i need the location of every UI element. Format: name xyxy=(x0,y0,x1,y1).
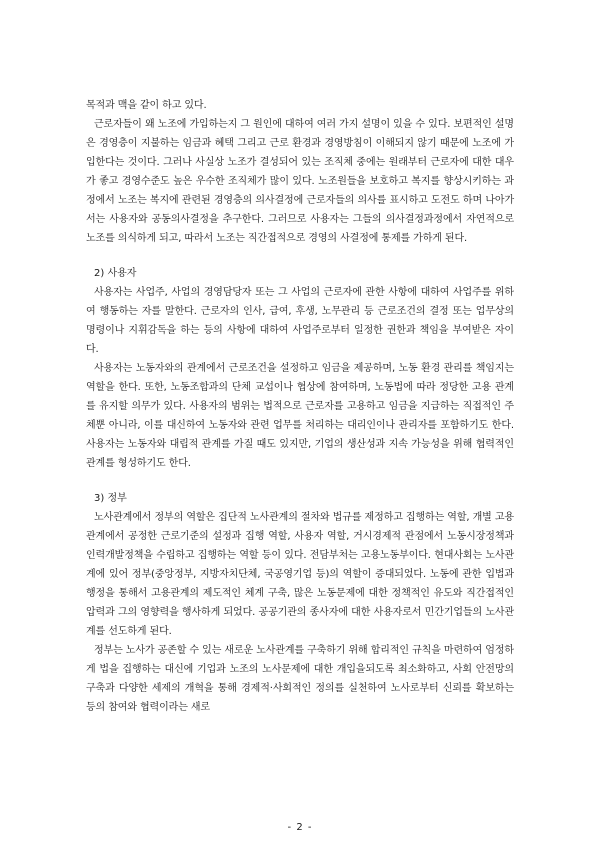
section-employer xyxy=(86,264,514,473)
page-number: - 2 - xyxy=(287,822,313,833)
section-heading-employer: 2) 사용자 xyxy=(94,268,137,279)
government-paragraph-new-relations: 정부는 노사가 공존할 수 있는 새로운 노사관계를 구축하기 위해 합리적인 규칙을 마련하여 엄정하게 법을 집행하는 대신에 기업과 노조의 노사문제에 대한 개입을되도록 최소화하고, 사회 안전망의 구축과 다양한 세제의 개혁을 통해 경제적·사회적인 정의를 실천하여 노사로부터 신뢰를 확보하는 등의 참여와 협력이라는 새로 xyxy=(86,645,514,713)
intro-paragraph-union-membership: 근로자들이 왜 노조에 가입하는지 그 원인에 대하여 여러 가지 설명이 있을 수 있다. 보편적인 설명은 경영층이 지불하는 임금과 혜택 그리고 근로 환경과 경영방침이 이해되지 않기 때문에 노조에 가입한다는 것이다. 그러나 사실상 노조가 결성되어 있는 조직체 중에는 원래부터 근로자에 대한 대우가 좋고 경영수준도 높은 우수한 조직체가 많이 있다. 노조원들을 보호하고 복지를 향상시키하는 과정에서 노조는 복지에 관련된 경영층의 의사결정에 근로자들의 의사를 표시하고 도전도 하며 나아가서는 사용자와 공동의사결정을 추구한다. 그러므로 사용자는 그들의 의사결정과정에서 자연적으로 노조를 의식하게 되고, 따라서 노조는 직간접적으로 경영의 사결정에 통제를 가하게 된다. xyxy=(86,119,514,244)
section-heading-government: 3) 정부 xyxy=(94,493,127,504)
intro-paragraph-continuation: 목적과 맥을 같이 하고 있다. xyxy=(86,100,207,111)
employer-paragraph-definition: 사용자는 사업주, 사업의 경영담당자 또는 그 사업의 근로자에 관한 사항에 대하여 사업주를 위하여 행동하는 자를 말한다. 근로자의 인사, 급여, 후생, 노무관리 등 근로조건의 결정 또는 업무상의 명령이나 지휘감독을 하는 등의 사항에 대하여 사업주로부터 일정한 권한과 책임을 부여받은 자이다. xyxy=(86,287,514,355)
intro-block xyxy=(86,96,514,248)
employer-paragraph-role: 사용자는 노동자와의 관계에서 근로조건을 설정하고 임금을 제공하며, 노동 환경 관리를 책임지는 역할을 한다. 또한, 노동조합과의 단체 교섭이나 협상에 참여하며, 노동법에 따라 정당한 고용 관계를 유지할 의무가 있다. 사용자의 범위는 법적으로 근로자를 고용하고 임금을 지급하는 직접적인 주체뿐 아니라, 이를 대신하여 노동자와 관련 업무를 처리하는 대리인이나 관리자를 포함하기도 한다. 사용자는 노동자와 대립적 관계를 가질 때도 있지만, 기업의 생산성과 지속 가능성을 위해 협력적인 관계를 형성하기도 한다. xyxy=(86,363,514,469)
section-government xyxy=(86,489,514,717)
government-paragraph-role: 노사관계에서 정부의 역할은 집단적 노사관계의 절차와 법규를 제정하고 집행하는 역할, 개별 고용관계에서 공정한 근로기준의 설정과 집행 역할, 사용자 역할, 거시경제적 관점에서 노동시장정책과 인력개발정책을 수립하고 집행하는 역할 등이 있다. 전담부처는 고용노동부이다. 현대사회는 노사관계에 있어 정부(중앙정부, 지방자치단체, 국공영기업 등)의 역할이 증대되었다. 노동에 관한 입법과 행정을 통해서 고용관계의 제도적인 체계 구축, 많은 노동문제에 대한 정책적인 유도와 직간접적인 압력과 그의 영향력을 행사하게 되었다. 공공기관의 종사자에 대한 사용자로서 민간기업들의 노사관계를 선도하게 된다. xyxy=(86,512,514,637)
